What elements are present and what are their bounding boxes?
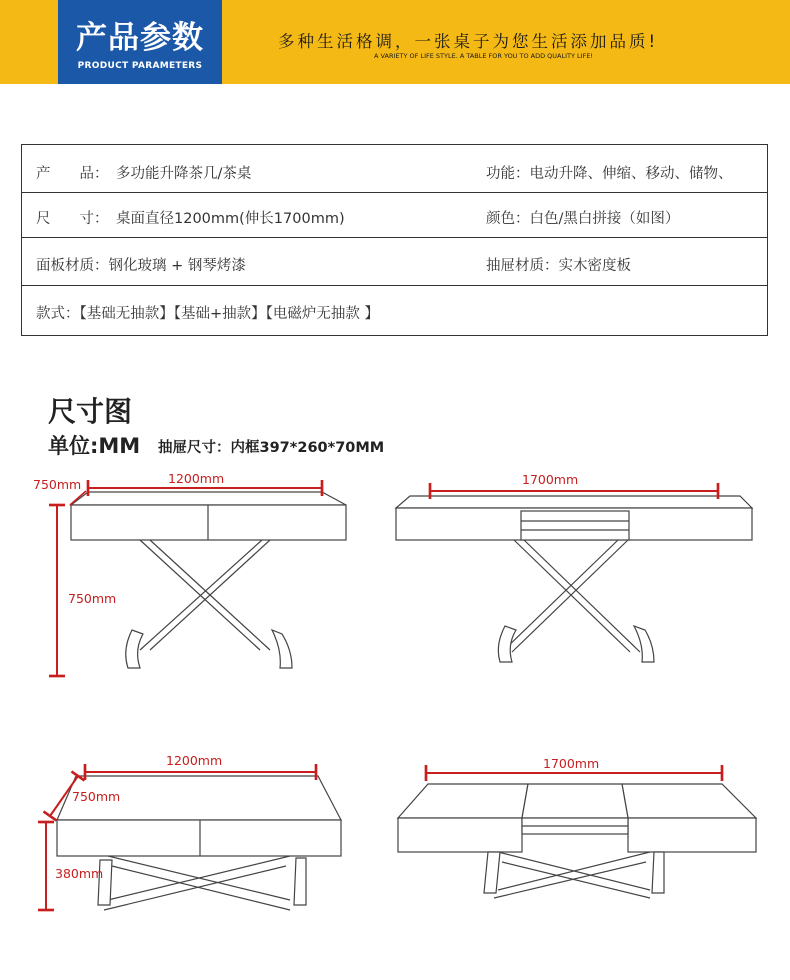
d1-depth-label: 750mm bbox=[33, 477, 82, 492]
table-row bbox=[22, 238, 767, 286]
drawer-size-label: 抽屉尺寸：内框397*260*70MM bbox=[158, 440, 385, 456]
slogan: 多种生活格调，一张桌子为您生活添加品质! bbox=[278, 32, 659, 51]
parameters-table bbox=[21, 144, 768, 336]
size-value: 桌面直径1200mm(伸长1700mm) bbox=[116, 211, 345, 227]
color-value: 颜色：白色/黑白拼接（如图） bbox=[486, 211, 680, 227]
dimension-drawings bbox=[0, 460, 790, 980]
panel-material: 面板材质：钢化玻璃 + 钢琴烤漆 bbox=[36, 258, 246, 274]
drawer-material: 抽屉材质：实木密度板 bbox=[486, 258, 631, 274]
product-value: 多功能升降茶几/茶桌 bbox=[116, 166, 252, 182]
product-label: 产 品： bbox=[36, 166, 109, 182]
drawing-2-dimensions bbox=[430, 472, 718, 491]
title-badge bbox=[58, 0, 222, 84]
drawing-low-extended bbox=[398, 784, 756, 898]
d4-width-label: 1700mm bbox=[543, 756, 600, 771]
slogan-english: A VARIETY OF LIFE STYLE. A TABLE FOR YOU TO ADD QUALITY LIFE! bbox=[374, 52, 594, 60]
drawing-high-extended bbox=[396, 496, 752, 662]
table-row bbox=[22, 286, 767, 335]
d2-width-label: 1700mm bbox=[522, 472, 579, 487]
function-value: 功能：电动升降、伸缩、移动、储物、 bbox=[486, 166, 733, 182]
d3-height-label: 380mm bbox=[55, 866, 104, 881]
d3-depth-label: 750mm bbox=[72, 789, 121, 804]
drawing-high-closed bbox=[71, 492, 346, 668]
d3-width-label: 1200mm bbox=[166, 753, 223, 768]
d1-width-label: 1200mm bbox=[168, 471, 225, 486]
dimension-title: 尺寸图 bbox=[48, 395, 133, 428]
page-title: 产品参数 bbox=[76, 20, 204, 56]
size-label: 尺 寸： bbox=[36, 211, 109, 227]
unit-label: 单位:MM bbox=[48, 434, 141, 458]
drawing-4-dimensions bbox=[426, 756, 722, 773]
page-subtitle: PRODUCT PARAMETERS bbox=[77, 61, 203, 71]
style-options: 款式：【基础无抽款】【基础+抽款】【电磁炉无抽款 】 bbox=[36, 306, 380, 322]
header-banner bbox=[0, 0, 790, 84]
table-row bbox=[22, 145, 767, 193]
d1-height-label: 750mm bbox=[68, 591, 117, 606]
table-row bbox=[22, 193, 767, 238]
